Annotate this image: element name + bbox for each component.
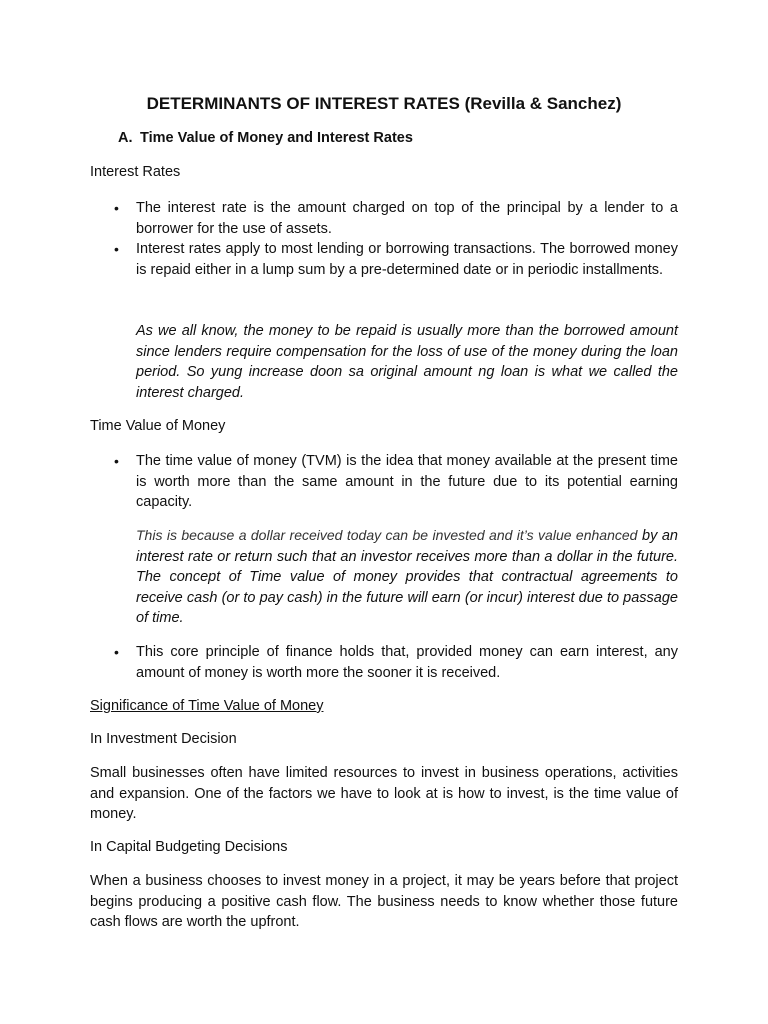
list-item (90, 451, 678, 513)
capital-budgeting-heading: In Capital Budgeting Decisions (90, 839, 288, 855)
note-rest: by an interest rate or return such that an investor receives more than a dollar in the future. The concept of Time value of money provides that contractual agreements to receive cash (or to pay cash) in the future will earn (or incur) interest due to passage of time. (136, 528, 678, 626)
time-value-bullets-2 (90, 642, 678, 683)
time-value-bullets-1 (90, 451, 678, 513)
significance-heading: Significance of Time Value of Money (90, 698, 324, 714)
section-a-heading (118, 130, 413, 146)
document-title: DETERMINANTS OF INTEREST RATES (Revilla & Sanchez) (146, 94, 622, 113)
bullet-icon: • (114, 200, 119, 216)
investment-decision-text: Small businesses often have limited resources to invest in business operations, activities and expansion. One of the factors we have to look at is how to invest, is the time value of money. (90, 765, 678, 822)
list-item (90, 239, 678, 280)
section-letter: A. (118, 130, 133, 146)
bullet-text: Interest rates apply to most lending or borrowing transactions. The borrowed money is repaid either in a lump sum by a pre-determined date or in periodic installments. (136, 241, 678, 278)
bullet-icon: • (114, 241, 119, 257)
time-value-heading: Time Value of Money (90, 418, 226, 434)
note-first-line: This is because a dollar received today can be invested and it’s value enhanced (136, 527, 638, 543)
bullet-icon: • (114, 644, 119, 660)
bullet-text: This core principle of finance holds that, provided money can earn interest, any amount of money is worth more the sooner it is received. (136, 644, 678, 681)
bullet-text: The interest rate is the amount charged on top of the principal by a lender to a borrower for the use of assets. (136, 200, 678, 237)
bullet-text: The time value of money (TVM) is the idea that money available at the present time is worth more than the same amount in the future due to its potential earning capacity. (136, 453, 678, 510)
section-a-title: Time Value of Money and Interest Rates (140, 130, 413, 146)
interest-rates-bullets (90, 198, 678, 280)
time-value-note (136, 525, 678, 629)
interest-rates-note: As we all know, the money to be repaid is usually more than the borrowed amount since lenders require compensation for the loss of use of the money during the loan period. So yung increase doon sa original amount ng loan is what we called the interest charged. (136, 323, 678, 401)
list-item (90, 642, 678, 683)
investment-decision-heading: In Investment Decision (90, 731, 237, 747)
capital-budgeting-text: When a business chooses to invest money in a project, it may be years before that project begins producing a positive cash flow. The business needs to know whether those future cash flows are worth the upfront. (90, 873, 678, 930)
list-item (90, 198, 678, 239)
bullet-icon: • (114, 453, 119, 469)
interest-rates-heading: Interest Rates (90, 164, 181, 180)
